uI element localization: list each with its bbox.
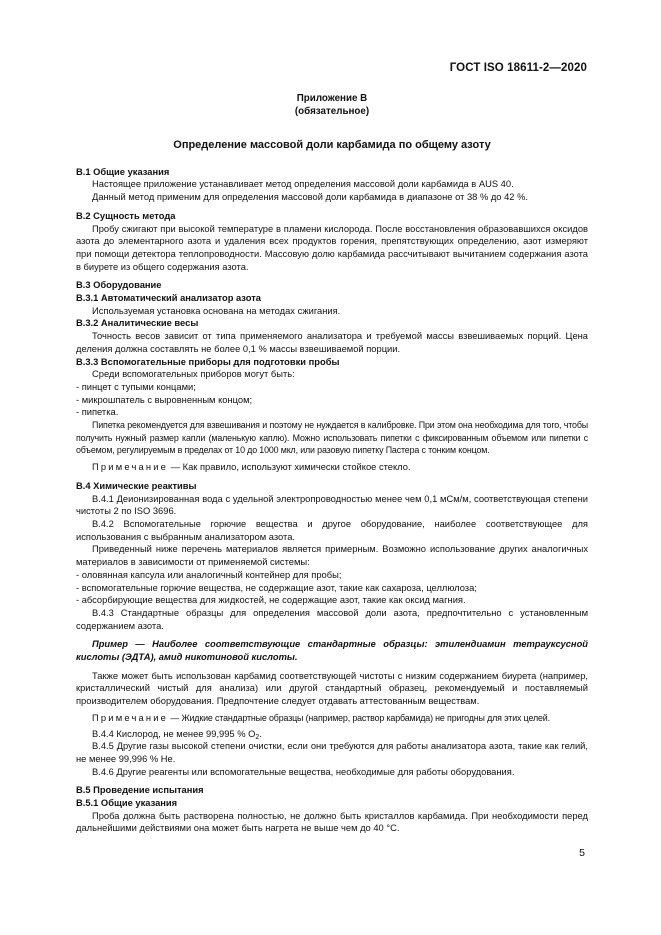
note-text: — Как правило, используют химически стойкое стекло. xyxy=(168,462,411,473)
section-b33-paragraph: Среди вспомогательных приборов могут быть: xyxy=(92,369,295,380)
list-item: - оловянная капсула или аналогичный контейнер для пробы; xyxy=(76,569,342,580)
list-item: - вспомогательные горючие вещества, не содержащие азот, такие как сахароза, целлюлоза; xyxy=(76,582,477,593)
section-b2-heading: В.2 Сущность метода xyxy=(76,210,176,221)
section-b4-note xyxy=(76,712,588,725)
section-b42-paragraph: В.4.2 Вспомогательные горючие вещества и другое оборудование, наиболее соответствующее для использования с выбранным анализатором азота. xyxy=(76,518,588,542)
list-item: - пипетка. xyxy=(76,407,119,418)
section-b1-paragraph-2: Данный метод применим для определения массовой доли карбамида в диапазоне от 38 % до 42 %. xyxy=(92,192,528,203)
section-b46-paragraph: В.4.6 Другие реагенты или вспомогательные вещества, необходимые для работы оборудования. xyxy=(92,766,515,777)
section-b31-heading: В.3.1 Автоматический анализатор азота xyxy=(76,293,261,304)
section-b32-paragraph: Точность весов зависит от типа применяемого анализатора и требуемой массы взвешиваемых порций. Цена деления должна составлять не более 0,1 % массы взвешиваемой порции. xyxy=(76,331,588,354)
list-item: - абсорбирующие вещества для жидкостей, не содержащие азот, такие как оксид магния. xyxy=(76,595,466,606)
section-b43-paragraph-2: Также может быть использован карбамид соответствующей чистоты с низким содержанием биурета (например, кристаллический чистый для анализа) или другой стандартный образец, рекомендуемый и поставляемый производителем оборудования. Предпочтение следует отдавать аттестованным веществам. xyxy=(76,670,588,707)
section-b1-paragraph-1: Настоящее приложение устанавливает метод определения массовой доли карбамида в AUS 40. xyxy=(92,179,514,190)
section-b51-paragraph: Проба должна быть растворена полностью, не должно быть кристаллов карбамида. При необходимости перед дальнейшими действиями она может быть нагрета не выше чем до 40 °С. xyxy=(76,810,588,834)
appendix-status: (обязательное) xyxy=(294,105,370,117)
oxygen-period: . xyxy=(259,728,262,739)
section-b4-heading: В.4 Химические реактивы xyxy=(76,480,197,491)
section-b3-heading: В.3 Оборудование xyxy=(76,280,162,291)
note-label: Примечание xyxy=(92,712,169,723)
note-label: Примечание xyxy=(92,462,169,473)
section-b31-paragraph: Используемая установка основана на методах сжигания. xyxy=(92,305,341,316)
section-b44-paragraph xyxy=(76,728,588,741)
list-item: - пинцет с тупыми концами; xyxy=(76,381,196,392)
appendix-main-title: Определение массовой доли карбамида по общему азоту xyxy=(173,139,491,151)
note-text: — Жидкие стандартные образцы (например, раствор карбамида) не пригодны для этих целей. xyxy=(168,712,550,723)
section-b33-heading: В.3.3 Вспомогательные приборы для подготовки пробы xyxy=(76,356,340,367)
section-b5-heading: В.5 Проведение испытания xyxy=(76,785,204,796)
section-b42-paragraph-list-intro: Приведенный ниже перечень материалов является примерным. Возможно использование других аналогичных материалов в зависимости от применяемой системы: xyxy=(76,544,588,568)
appendix-title: Приложение В xyxy=(296,93,368,104)
section-b2-paragraph: Пробу сжигают при высокой температуре в пламени кислорода. После восстановления образовавшихся оксидов азота до элементарного азота и удаления всех продуктов горения, препятствующих определению, азот измеряют при помощи детектора теплопроводности. Массовую долю карбамида рассчитывают вычитанием содержания азота в биурете из общего содержания азота. xyxy=(76,223,588,272)
oxygen-subscript: 2 xyxy=(255,733,260,741)
section-b43-paragraph: В.4.3 Стандартные образцы для определения массовой доли азота, предпочтительно с установленным содержанием азота. xyxy=(76,607,588,631)
section-b41-paragraph: В.4.1 Деионизированная вода с удельной электропроводностью менее чем 0,1 мСм/м, соответствующая степени чистоты 2 по ISO 3696. xyxy=(76,493,588,517)
section-b51-heading: В.5.1 Общие указания xyxy=(76,798,178,809)
document-code-header: ГОСТ ISO 18611-2—2020 xyxy=(449,62,587,74)
page-number: 5 xyxy=(579,847,585,859)
section-b1-heading: В.1 Общие указания xyxy=(76,166,170,177)
section-b3-note xyxy=(76,461,588,474)
oxygen-text: В.4.4 Кислород, не менее 99,995 % O xyxy=(92,728,256,739)
section-b43-example: Пример — Наиболее соответствующие стандартные образцы: этилендиамин тетрауксусной кислоты (ЭДТА), амид никотиновой кислоты. xyxy=(76,639,588,663)
section-b45-paragraph: В.4.5 Другие газы высокой степени очистки, если они требуются для работы анализатора азота, такие как гелий, не менее 99,996 % Не. xyxy=(76,741,588,764)
section-b33-paragraph-pipette: Пипетка рекомендуется для взвешивания и поэтому не нуждается в калибровке. При этом она необходима для того, чтобы получить нужный размер капли (маленькую каплю). Можно использовать пипетки с фиксированным объемом или пипетки с объемом, регулируемым в пределах от 10 до 1000 мкл, или разовую пипетку Пастера с тонким концом. xyxy=(76,420,588,456)
list-item: - микрошпатель с выровненным концом; xyxy=(76,394,253,405)
page-content xyxy=(76,93,588,835)
section-b32-heading: В.3.2 Аналитические весы xyxy=(76,318,199,329)
